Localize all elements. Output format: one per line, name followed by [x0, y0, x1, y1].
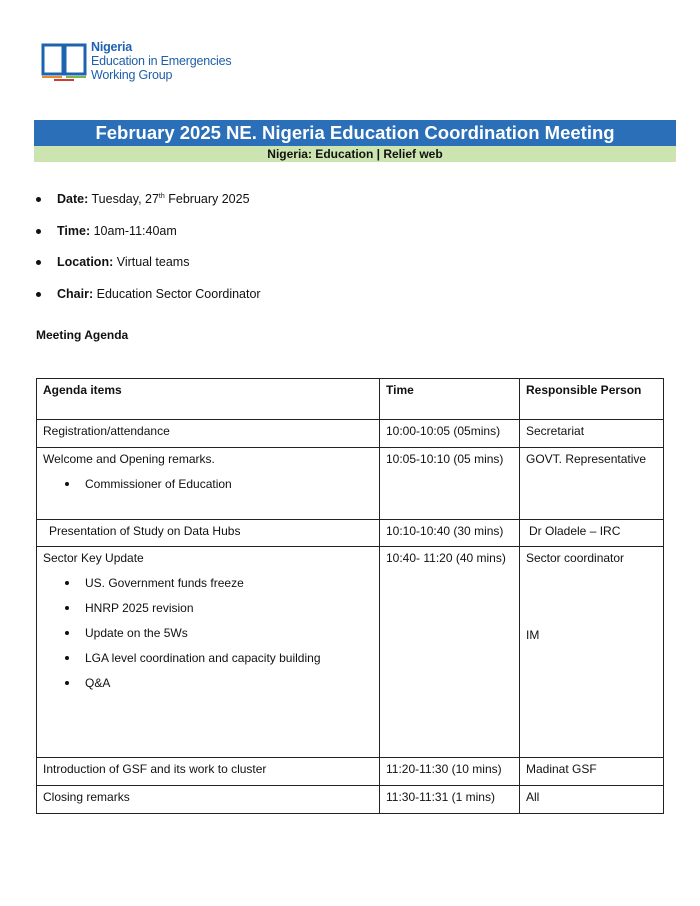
page-title: February 2025 NE. Nigeria Education Coordination Meeting — [34, 120, 676, 146]
cell-person: All — [520, 786, 664, 814]
bullet-icon — [36, 260, 41, 265]
cell-item: Presentation of Study on Data Hubs — [37, 520, 380, 547]
header-time: Time — [380, 379, 520, 420]
location-value: Virtual teams — [116, 255, 190, 269]
logo — [40, 40, 280, 84]
sub-item: HNRP 2025 revision — [43, 600, 373, 616]
cell-time: 10:40- 11:20 (40 mins) — [380, 547, 520, 758]
bullet-icon — [65, 606, 69, 610]
location-label: Location: — [57, 255, 114, 269]
sub-item: Update on the 5Ws — [43, 625, 373, 641]
agenda-heading: Meeting Agenda — [36, 328, 129, 342]
cell-time: 10:10-10:40 (30 mins) — [380, 520, 520, 547]
cell-time: 10:00-10:05 (05mins) — [380, 420, 520, 448]
cell-person: Secretariat — [520, 420, 664, 448]
sub-item: Q&A — [43, 675, 373, 691]
time-label: Time: — [57, 223, 91, 238]
table-row — [37, 786, 664, 814]
sub-item: US. Government funds freeze — [43, 575, 373, 591]
chair-label: Chair: — [57, 286, 94, 301]
cell-person: Dr Oladele – IRC — [520, 520, 664, 547]
cell-item: Closing remarks — [37, 786, 380, 814]
bullet-icon — [36, 229, 41, 234]
info-location — [36, 255, 261, 287]
chair-value: Education Sector Coordinator — [96, 286, 261, 301]
time-value: 10am-11:40am — [93, 223, 177, 238]
date-label: Date: — [57, 192, 89, 206]
logo-line-2: Education in Emergencies — [91, 54, 232, 68]
bullet-icon — [36, 292, 41, 297]
logo-line-3: Working Group — [91, 68, 173, 82]
cell-person: Madinat GSF — [520, 758, 664, 786]
cell-person — [520, 547, 664, 758]
sub-item: LGA level coordination and capacity building — [43, 650, 373, 666]
bullet-icon — [65, 656, 69, 660]
open-book-icon — [40, 42, 88, 82]
cell-item: Introduction of GSF and its work to cluster — [37, 758, 380, 786]
bullet-icon — [36, 197, 41, 202]
info-chair — [36, 287, 261, 319]
table-header-row — [37, 379, 664, 420]
table-row — [37, 420, 664, 448]
meeting-info-list — [36, 192, 261, 318]
logo-line-1: Nigeria — [91, 40, 132, 54]
person-secondary: IM — [526, 628, 540, 642]
header-responsible: Responsible Person — [520, 379, 664, 420]
agenda-table — [36, 378, 664, 814]
table-row — [37, 448, 664, 520]
cell-item — [37, 448, 380, 520]
info-time — [36, 224, 261, 256]
info-date — [36, 192, 261, 224]
cell-item: Registration/attendance — [37, 420, 380, 448]
cell-time: 11:20-11:30 (10 mins) — [380, 758, 520, 786]
bullet-icon — [65, 681, 69, 685]
date-value: Tuesday, 27th February 2025 — [91, 192, 250, 206]
bullet-icon — [65, 631, 69, 635]
person-primary: Sector coordinator — [526, 551, 625, 565]
table-row — [37, 547, 664, 758]
cell-time: 10:05-10:10 (05 mins) — [380, 448, 520, 520]
cell-time: 11:30-11:31 (1 mins) — [380, 786, 520, 814]
header-agenda-items: Agenda items — [37, 379, 380, 420]
cell-person: GOVT. Representative — [520, 448, 664, 520]
bullet-icon — [65, 581, 69, 585]
item-title: Welcome and Opening remarks. — [43, 452, 215, 466]
page-subtitle: Nigeria: Education | Relief web — [34, 146, 676, 162]
sub-item: Commissioner of Education — [43, 476, 373, 492]
bullet-icon — [65, 482, 69, 486]
item-title: Sector Key Update — [43, 551, 144, 565]
cell-item — [37, 547, 380, 758]
table-row — [37, 520, 664, 547]
table-row — [37, 758, 664, 786]
